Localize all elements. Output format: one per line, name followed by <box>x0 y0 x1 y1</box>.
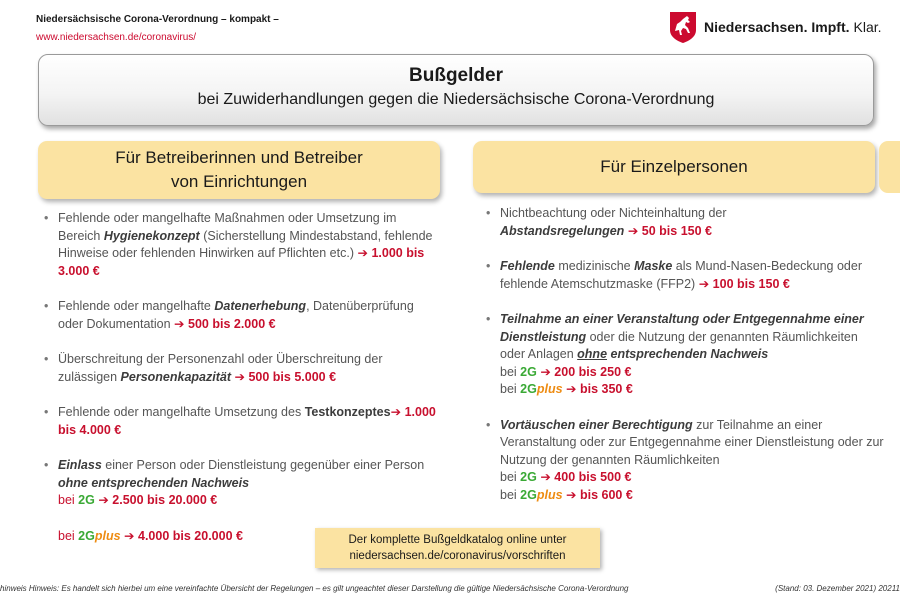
fine-amount: 50 bis 150 € <box>641 223 712 238</box>
list-item <box>484 258 884 293</box>
item-keyword: Abstandsregelungen <box>500 223 625 238</box>
operators-fine-list <box>42 210 442 563</box>
page-subtitle: bei Zuwiderhandlungen gegen die Niedersächsische Corona-Verordnung <box>197 91 715 108</box>
list-item <box>42 351 442 386</box>
bullet-icon: • <box>486 259 491 273</box>
arrow-icon: ➔ <box>540 470 551 484</box>
item-text: Fehlende oder mangelhafte Maßnahmen oder Umsetzung im Bereich <box>58 211 397 243</box>
item-text: bei <box>58 493 79 507</box>
item-text: Fehlende oder mangelhafte Umsetzung des <box>58 405 305 419</box>
2g-label: 2G <box>520 470 537 484</box>
item-text: (Sicherstellung Mindestabstand, fehlende Hinweise oder fehlenden Hinwirken auf Pflichten etc.) <box>58 228 433 260</box>
list-item <box>42 210 442 280</box>
fine-amount: 200 bis 250 € <box>554 364 632 379</box>
item-keyword: ohne <box>577 347 608 361</box>
decorative-tab <box>879 141 900 193</box>
fine-amount: 400 bis 500 € <box>554 470 632 484</box>
2g-label: 2G <box>520 487 537 502</box>
individuals-heading <box>473 141 875 193</box>
catalog-callout[interactable] <box>315 528 600 568</box>
list-item <box>42 404 442 439</box>
arrow-icon: ➔ <box>357 246 368 260</box>
brand-slogan-strong: Niedersachsen. Impft. <box>704 19 850 35</box>
arrow-icon: ➔ <box>98 493 109 507</box>
operators-heading <box>38 141 440 199</box>
item-keyword: Hygienekonzept <box>103 228 200 243</box>
item-text: zur Teilnahme an einer Veranstaltung oder zur Entgegennahme einer Dienstleistung oder zur Nutzung der genannten Räumlichkeiten <box>500 417 884 467</box>
item-keyword: Fehlende <box>500 259 555 273</box>
fine-amount: 500 bis 2.000 € <box>188 316 276 331</box>
fine-amount: 1.000 bis 4.000 € <box>58 405 436 437</box>
page-title: Bußgelder <box>409 65 503 86</box>
individuals-fine-list <box>484 205 884 522</box>
arrow-icon: ➔ <box>566 382 577 396</box>
item-text: als Mund-Nasen-Bedeckung oder fehlende Atemschutzmaske (FFP2) <box>500 259 863 291</box>
title-box <box>38 54 874 126</box>
operators-heading-line1: Für Betreiberinnen und Betreiber <box>115 148 363 167</box>
bullet-icon: • <box>44 352 49 366</box>
arrow-icon: ➔ <box>698 276 710 291</box>
item-text: einer Person oder Dienstleistung gegenüber einer Person <box>101 458 425 472</box>
fine-amount: 500 bis 5.000 € <box>248 369 337 384</box>
list-item <box>42 298 442 333</box>
item-text: Fehlende oder mangelhafte <box>58 299 215 313</box>
list-item <box>484 417 884 505</box>
item-keyword: Testkonzeptes <box>304 405 391 419</box>
item-keyword: Vortäuschen einer Berechtigung <box>500 417 693 432</box>
bullet-icon: • <box>44 299 49 313</box>
item-text: bei <box>500 382 521 396</box>
plus-label: plus <box>94 528 121 543</box>
item-text: bei <box>500 487 521 502</box>
item-keyword: ohne entsprechenden Nachweis <box>58 475 250 490</box>
header-url[interactable]: www.niedersachsen.de/coronavirus/ <box>36 32 197 43</box>
item-keyword: Datenerhebung <box>214 299 307 313</box>
fine-amount: bis 350 € <box>580 382 633 396</box>
plus-label: plus <box>536 487 563 502</box>
arrow-icon: ➔ <box>566 487 577 502</box>
item-text: bei <box>500 364 521 379</box>
footer-note: hinweis Hinweis: Es handelt sich hierbei um eine vereinfachte Übersicht der Regelungen – es gilt ungeachtet dieser Darstellung die gültige Niedersächsische Corona-Verordnung <box>0 584 629 593</box>
2g-label: 2G <box>78 528 95 543</box>
bullet-icon: • <box>486 417 491 432</box>
arrow-icon: ➔ <box>124 528 135 543</box>
item-text: Überschreitung der Personenzahl oder Überschreitung der zulässigen <box>58 352 383 384</box>
individuals-heading-text: Für Einzelpersonen <box>600 157 748 176</box>
arrow-icon: ➔ <box>234 369 245 384</box>
bullet-icon: • <box>44 458 49 472</box>
item-text: bei <box>500 470 521 484</box>
2g-label: 2G <box>78 493 95 507</box>
fine-amount: bis 600 € <box>580 487 633 502</box>
fine-amount: 100 bis 150 € <box>712 276 790 291</box>
footer-date: (Stand: 03. Dezember 2021) 20211 <box>775 584 900 593</box>
callout-link[interactable]: niedersachsen.de/coronavirus/vorschriften <box>349 550 566 562</box>
fine-amount: 1.000 bis 3.000 € <box>58 246 425 278</box>
brand <box>668 10 882 44</box>
arrow-icon: ➔ <box>540 364 551 379</box>
item-keyword: Teilnahme an einer Veranstaltung oder Entgegennahme einer Dienstleistung <box>500 312 864 344</box>
item-keyword: Einlass <box>58 458 102 472</box>
item-text: Nichtbeachtung oder Nichteinhaltung der <box>500 206 727 220</box>
item-text: oder die Nutzung der genannten Räumlichkeiten oder Anlagen <box>500 329 858 361</box>
fine-amount: 4.000 bis 20.000 € <box>138 528 243 543</box>
list-item <box>484 205 884 240</box>
arrow-icon: ➔ <box>627 223 639 238</box>
bullet-icon: • <box>44 405 49 419</box>
item-text: , Datenüberprüfung oder Dokumentation <box>58 299 414 331</box>
fine-amount: 2.500 bis 20.000 € <box>112 493 218 507</box>
lower-saxony-horse-crest-icon <box>668 10 698 44</box>
bullet-icon: • <box>486 312 491 326</box>
2g-label: 2G <box>520 382 537 396</box>
item-keyword: Personenkapazität <box>120 369 232 384</box>
operators-heading-line2: von Einrichtungen <box>170 172 308 191</box>
bullet-icon: • <box>44 211 49 225</box>
plus-label: plus <box>536 382 563 396</box>
arrow-icon: ➔ <box>390 405 402 419</box>
arrow-icon: ➔ <box>174 316 185 331</box>
brand-slogan-light: Klar. <box>853 19 882 35</box>
item-text: bei <box>58 528 79 543</box>
2g-label: 2G <box>520 364 537 379</box>
item-keyword: entsprechenden Nachweis <box>607 347 769 361</box>
item-keyword: Maske <box>634 259 673 273</box>
list-item <box>484 311 884 399</box>
item-text: medizinische <box>554 259 635 273</box>
header-title: Niedersächsische Corona-Verordnung – kompakt – <box>36 14 279 25</box>
callout-line1: Der komplette Bußgeldkatalog online unter <box>348 534 567 546</box>
bullet-icon: • <box>486 206 491 220</box>
